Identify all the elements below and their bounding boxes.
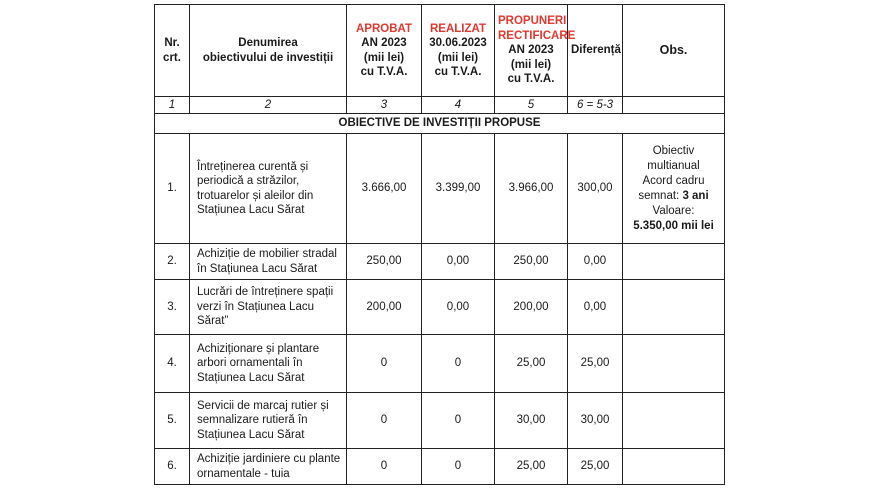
obs-text: semnat: <box>638 189 683 202</box>
cell-name: Lucrări de întreținere spații verzi în Stațiunea Lacu Sărat” <box>190 280 347 335</box>
obs-value: 5.350,00 mii lei <box>633 219 714 232</box>
cell-realizat: 0 <box>422 393 495 449</box>
header-nr-line: Nr. <box>164 37 180 49</box>
header-denumire <box>190 5 347 97</box>
table-row <box>155 244 725 280</box>
cell-propuneri: 250,00 <box>495 244 568 280</box>
table-row <box>155 134 725 244</box>
header-nr-line: crt. <box>163 51 181 64</box>
cell-diferenta: 25,00 <box>568 335 623 393</box>
cell-realizat: 0,00 <box>422 244 495 280</box>
header-realizat-line: (mii lei) <box>437 51 479 64</box>
cell-aprobat: 0 <box>347 335 422 393</box>
cell-obs <box>623 393 725 449</box>
cell-nr: 4. <box>155 335 190 393</box>
header-aprobat <box>347 5 422 97</box>
header-propuneri-line: (mii lei) <box>510 58 552 71</box>
cell-diferenta: 0,00 <box>568 244 623 280</box>
investment-table <box>154 4 725 485</box>
index-cell: 2 <box>190 97 347 114</box>
cell-diferenta: 25,00 <box>568 449 623 485</box>
table-row <box>155 449 725 485</box>
header-realizat <box>422 5 495 97</box>
header-diferenta <box>568 5 623 97</box>
cell-aprobat: 200,00 <box>347 280 422 335</box>
header-realizat-line: cu T.V.A. <box>434 66 482 78</box>
cell-propuneri: 200,00 <box>495 280 568 335</box>
cell-name: Servicii de marcaj rutier și semnalizare rutieră în Stațiunea Lacu Sărat <box>190 393 347 449</box>
index-cell: 1 <box>155 97 190 114</box>
cell-propuneri: 3.966,00 <box>495 134 568 244</box>
cell-obs <box>623 280 725 335</box>
cell-nr: 2. <box>155 244 190 280</box>
header-propuneri-title: RECTIFICARE <box>498 29 576 42</box>
index-cell: 6 = 5-3 <box>568 97 623 114</box>
header-propuneri-line: cu T.V.A. <box>507 73 555 86</box>
header-propuneri <box>495 5 576 97</box>
cell-nr: 1. <box>155 134 190 244</box>
section-title: OBIECTIVE DE INVESTIȚII PROPUSE <box>155 114 725 134</box>
cell-name: Achiziționare și plantare arbori ornamentali în Stațiunea Lacu Sărat <box>190 335 347 393</box>
obs-line: Acord cadru <box>642 174 705 187</box>
cell-obs <box>623 134 725 244</box>
cell-aprobat: 250,00 <box>347 244 422 280</box>
cell-obs <box>623 244 725 280</box>
cell-propuneri: 25,00 <box>495 335 568 393</box>
cell-propuneri: 25,00 <box>495 449 568 485</box>
cell-diferenta: 0,00 <box>568 280 623 335</box>
header-nr <box>155 5 190 97</box>
section-row <box>155 114 725 134</box>
cell-name: Achiziție de mobilier stradal în Stațiunea Lacu Sărat <box>190 244 347 280</box>
header-realizat-title: REALIZAT <box>429 22 486 35</box>
header-aprobat-line: (mii lei) <box>363 51 405 64</box>
cell-nr: 3. <box>155 280 190 335</box>
cell-aprobat: 0 <box>347 393 422 449</box>
cell-realizat: 3.399,00 <box>422 134 495 244</box>
cell-name: Întreținerea curentă și periodică a străzilor, trotuarelor și aleilor din Stațiunea Lacu Sărat <box>190 134 347 244</box>
index-row <box>155 97 725 114</box>
cell-aprobat: 3.666,00 <box>347 134 422 244</box>
cell-diferenta: 300,00 <box>568 134 623 244</box>
obs-line: Valoare: <box>652 204 695 217</box>
index-cell: 4 <box>422 97 495 114</box>
cell-nr: 5. <box>155 393 190 449</box>
cell-propuneri: 30,00 <box>495 393 568 449</box>
header-propuneri-line: AN 2023 <box>508 44 554 57</box>
cell-nr: 6. <box>155 449 190 485</box>
obs-line <box>626 189 721 204</box>
cell-aprobat: 0 <box>347 449 422 485</box>
cell-obs <box>623 335 725 393</box>
header-denumire-line: obiectivului de investiții <box>202 51 334 64</box>
header-obs-label: Obs. <box>659 43 688 58</box>
obs-duration: 3 ani <box>682 189 709 202</box>
header-row <box>155 5 725 97</box>
header-denumire-line: Denumirea <box>238 37 298 49</box>
index-cell: 3 <box>347 97 422 114</box>
obs-line: Obiectiv <box>652 144 695 157</box>
cell-realizat: 0 <box>422 335 495 393</box>
cell-diferenta: 30,00 <box>568 393 623 449</box>
header-aprobat-line: AN 2023 <box>361 37 407 49</box>
header-aprobat-title: APROBAT <box>355 22 412 35</box>
cell-realizat: 0,00 <box>422 280 495 335</box>
table-row <box>155 393 725 449</box>
header-aprobat-line: cu T.V.A. <box>360 66 408 78</box>
header-diferenta-label: Diferență <box>571 44 621 57</box>
cell-name: Achiziție jardiniere cu plante ornamentale - tuia <box>190 449 347 485</box>
header-propuneri-title: PROPUNERI <box>498 15 567 28</box>
obs-line: multianual <box>647 159 700 172</box>
header-realizat-line: 30.06.2023 <box>429 37 487 49</box>
index-cell: 5 <box>495 97 568 114</box>
header-obs <box>623 5 725 97</box>
table-row <box>155 335 725 393</box>
index-cell <box>623 97 725 114</box>
cell-obs <box>623 449 725 485</box>
table-row <box>155 280 725 335</box>
cell-realizat: 0 <box>422 449 495 485</box>
